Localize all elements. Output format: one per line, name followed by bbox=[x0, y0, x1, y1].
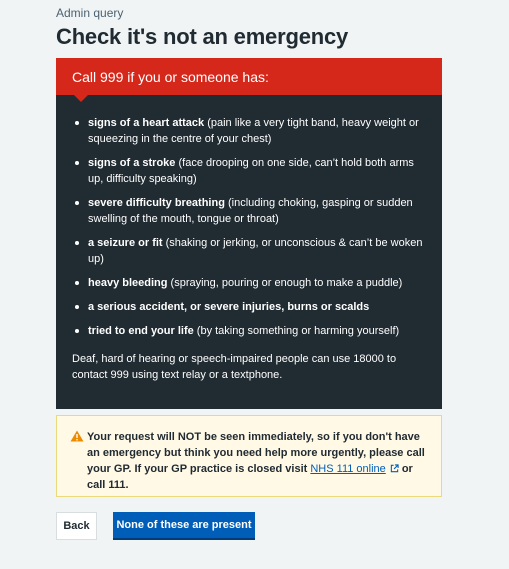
list-item bbox=[72, 195, 424, 227]
symptom-bold: tried to end your life bbox=[88, 325, 194, 337]
symptom-bold: severe difficulty breathing bbox=[88, 197, 225, 209]
bullet-icon bbox=[75, 121, 79, 125]
bullet-icon bbox=[75, 281, 79, 285]
external-link-icon[interactable] bbox=[390, 464, 399, 473]
symptom-bold: a serious accident, or severe injuries, burns or scalds bbox=[88, 301, 370, 313]
warning-callout bbox=[56, 415, 442, 497]
bullet-icon bbox=[75, 241, 79, 245]
bullet-icon bbox=[75, 329, 79, 333]
care-card-heading: Call 999 if you or someone has: bbox=[72, 69, 269, 85]
nhs-111-link-label[interactable]: NHS 111 online bbox=[310, 463, 386, 475]
list-item bbox=[72, 323, 424, 339]
symptom-detail: (shaking or jerking, or unconscious & can’t be woken up) bbox=[88, 237, 423, 265]
symptom-detail: (pain like a very tight band, heavy weight or squeezing in the centre of your chest) bbox=[88, 117, 419, 145]
emergency-symptom-list bbox=[72, 115, 424, 347]
page-caption: Admin query bbox=[56, 6, 124, 20]
none-present-button[interactable]: None of these are present bbox=[113, 512, 255, 540]
warning-text bbox=[87, 429, 433, 493]
list-item bbox=[72, 115, 424, 147]
care-card-heading-bar bbox=[56, 58, 442, 95]
symptom-detail: (by taking something or harming yourself) bbox=[193, 325, 400, 337]
list-item bbox=[72, 275, 424, 291]
symptom-detail: (face drooping on one side, can’t hold both arms up, difficulty speaking) bbox=[88, 157, 414, 185]
emergency-care-card bbox=[56, 58, 442, 409]
bullet-icon bbox=[75, 305, 79, 309]
nhs-111-online-link[interactable] bbox=[310, 463, 398, 475]
symptom-detail: (spraying, pouring or enough to make a puddle) bbox=[167, 277, 403, 289]
bullet-icon bbox=[75, 201, 79, 205]
symptom-bold: signs of a heart attack bbox=[88, 117, 205, 129]
list-item bbox=[72, 299, 424, 315]
symptom-bold: signs of a stroke bbox=[88, 157, 176, 169]
care-card-arrow bbox=[74, 95, 88, 102]
back-button[interactable]: Back bbox=[56, 512, 97, 540]
warning-text-tail: or call 111. bbox=[87, 463, 413, 491]
symptom-detail: (including choking, gasping or sudden swelling of the mouth, tongue or throat) bbox=[88, 197, 413, 225]
symptom-bold: heavy bleeding bbox=[88, 277, 168, 289]
page-title: Check it's not an emergency bbox=[56, 24, 349, 49]
bullet-icon bbox=[75, 161, 79, 165]
list-item bbox=[72, 235, 424, 267]
warning-text-main: Your request will NOT be seen immediately, so if you don't have an emergency but think you need help more urgently, please call your GP. If your GP practice is closed visit bbox=[87, 431, 425, 475]
warning-triangle-icon bbox=[70, 430, 84, 442]
text-relay-note: Deaf, hard of hearing or speech-impaired people can use 18000 to contact 999 using text relay or a textphone. bbox=[72, 353, 397, 381]
symptom-bold: a seizure or fit bbox=[88, 237, 163, 249]
list-item bbox=[72, 155, 424, 187]
